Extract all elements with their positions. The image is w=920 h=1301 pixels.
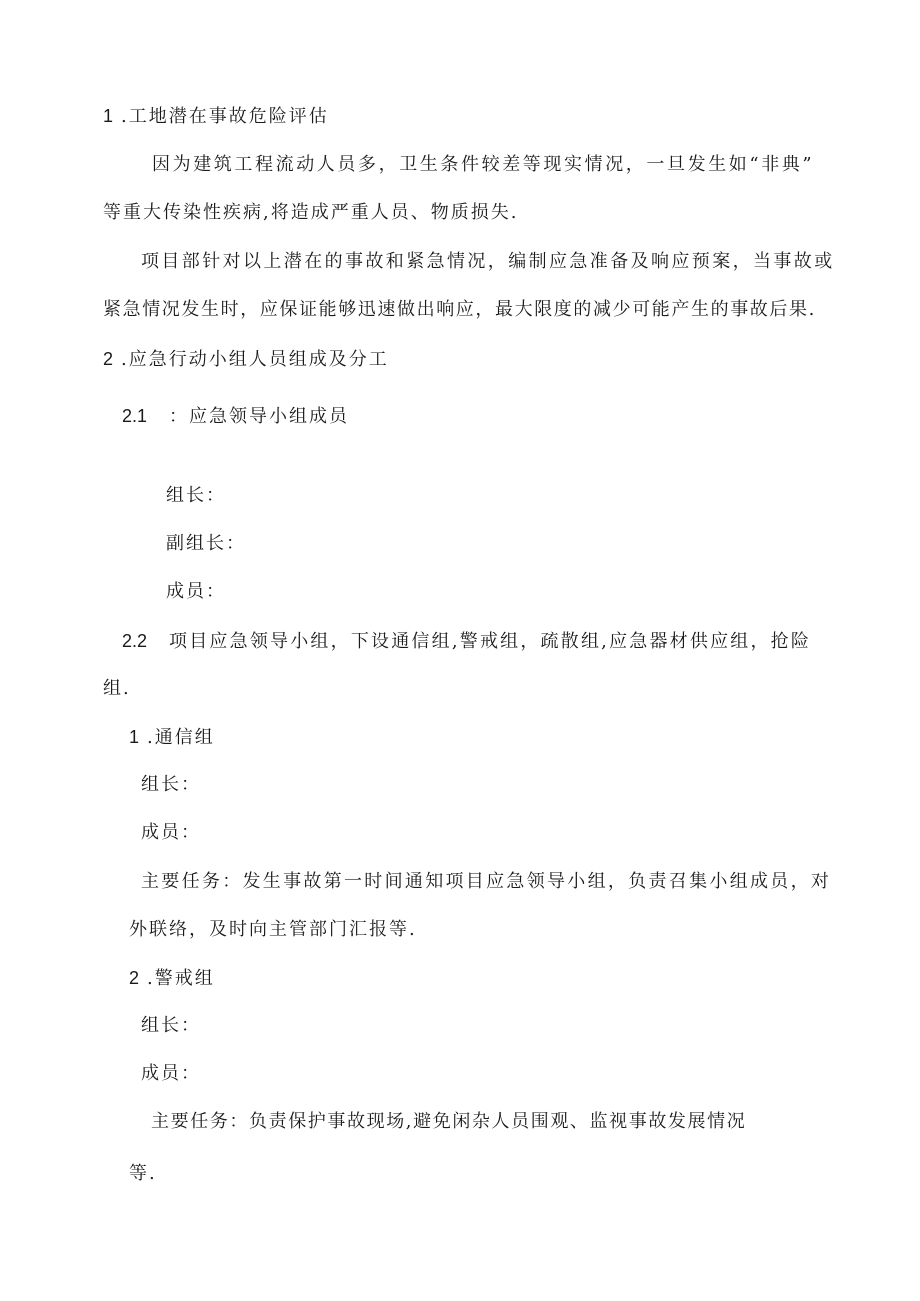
group1-task-line2: 外联络，及时向主管部门汇报等. xyxy=(129,919,417,940)
subsection-2-1-title: ：应急领导小组成员 xyxy=(169,406,350,427)
section1-para2-line2: 紧急情况发生时，应保证能够迅速做出响应，最大限度的减少可能产生的事故后果. xyxy=(103,299,816,320)
group2-members-label: 成员： xyxy=(141,1063,201,1084)
subsection-2-1-number: 2.1 xyxy=(122,406,148,426)
group1-title: .通信组 xyxy=(147,727,215,748)
section1-para1-line2: 等重大传染性疾病,将造成严重人员、物质损失. xyxy=(103,202,519,223)
subsection-2-2-line1 xyxy=(122,629,811,654)
subsection-2-2-number: 2.2 xyxy=(122,631,148,651)
group2-heading xyxy=(129,966,215,991)
subsection-2-1-heading xyxy=(122,404,349,429)
group1-heading xyxy=(129,725,215,750)
group1-task-line1: 主要任务：发生事故第一时间通知项目应急领导小组，负责召集小组成员，对 xyxy=(141,871,832,892)
leadership-leader-label: 组长： xyxy=(166,485,226,506)
subsection-2-2-line2: 组. xyxy=(103,678,131,699)
leadership-deputy-label: 副组长： xyxy=(166,533,246,554)
group2-task-line2: 等. xyxy=(129,1163,157,1184)
group2-leader-label: 组长： xyxy=(141,1015,201,1036)
group2-task-line1: 主要任务：负责保护事故现场,避免闲杂人员围观、监视事故发展情况 xyxy=(151,1111,747,1132)
leadership-members-label: 成员： xyxy=(166,581,226,602)
group1-number: 1 xyxy=(129,727,140,747)
subsection-2-2-text: 项目应急领导小组，下设通信组,警戒组，疏散组,应急器材供应组，抢险 xyxy=(169,631,812,652)
section2-heading xyxy=(103,347,389,372)
section1-para1-line1: 因为建筑工程流动人员多，卫生条件较差等现实情况，一旦发生如“非典” xyxy=(152,154,815,175)
section2-title: .应急行动小组人员组成及分工 xyxy=(121,349,389,370)
section2-number: 2 xyxy=(103,349,114,369)
section1-heading xyxy=(103,104,329,129)
group2-number: 2 xyxy=(129,968,140,988)
section1-title: .工地潜在事故危险评估 xyxy=(121,106,329,127)
group1-members-label: 成员： xyxy=(141,822,201,843)
group2-title: .警戒组 xyxy=(147,968,215,989)
section1-para2-line1: 项目部针对以上潜在的事故和紧急情况，编制应急准备及响应预案，当事故或 xyxy=(141,251,835,272)
section1-number: 1 xyxy=(103,106,114,126)
group1-leader-label: 组长： xyxy=(141,774,201,795)
